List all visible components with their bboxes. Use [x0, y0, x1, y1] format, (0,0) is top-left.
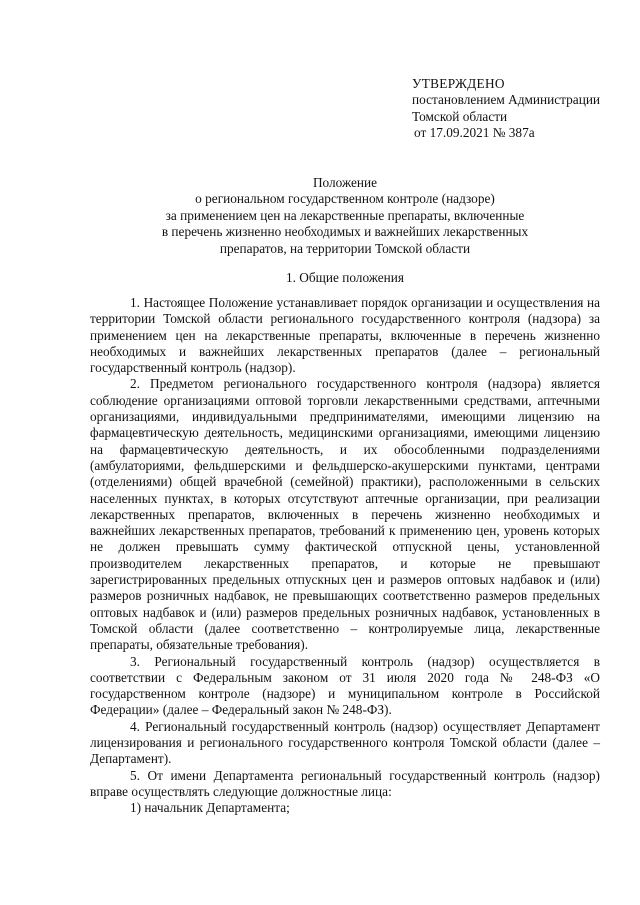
document-title: [90, 175, 600, 257]
approval-heading: УТВЕРЖДЕНО: [412, 76, 505, 91]
approval-region: Томской области: [412, 108, 508, 124]
paragraph-3: 3. Региональный государственный контроль (надзор) осуществляется в соответствии с Федеральным законом от 31 июля 2020 года № 248-ФЗ «О государственном контроле (надзоре) и муниципальном контроле в Российской Федерации» (далее – Федеральный закон № 248-ФЗ).: [90, 653, 600, 718]
section-heading: 1. Общие положения: [285, 270, 405, 285]
approval-date-number: от 17.09.2021 № 387а: [414, 124, 535, 140]
title-line-1: Положение: [312, 175, 378, 190]
approval-stamp: [412, 76, 600, 141]
title-line-2: о региональном государственном контроле (надзоре): [195, 191, 495, 207]
paragraph-5: 5. От имени Департамента региональный государственный контроль (надзор) вправе осуществлять следующие должностные лица:: [90, 767, 600, 799]
document-body: [90, 295, 600, 817]
paragraph-4: 4. Региональный государственный контроль (надзор) осуществляет Департамент лицензирования и регионального государственного контроля Томской области (далее – Департамент).: [90, 718, 600, 767]
title-line-4: в перечень жизненно необходимых и важнейших лекарственных: [161, 224, 529, 240]
paragraph-2: 2. Предметом регионального государственного контроля (надзора) является соблюдение организациями оптовой торговли лекарственными средствами, аптечными организациями, индивидуальными предпринимателями, имеющими лицензию на фармацевтическую деятельность, медицинскими организациями, имеющими лицензию на фармацевтическую деятельность, и их обособленными подразделениями (амбулаториями, фельдшерскими и фельдшерско-акушерскими пунктами, центрами (отделениями) общей врачебной (семейной) практики), расположенными в сельских населенных пунктах, в которых отсутствуют аптечные организации, при реализации лекарственных препаратов, включенных в перечень жизненно необходимых и важнейших лекарственных препаратов, требований к применению цен, уровень которых не должен превышать сумму фактической отпускной цены, установленной производителем лекарственных препаратов, и которые не превышают зарегистрированных предельных отпускных цен и размеров оптовых надбавок и (или) размеров розничных надбавок, не превышающих соответственно размеров предельных оптовых надбавок и (или) размеров предельных розничных надбавок, установленных в Томской области (далее соответственно – контролируемые лица, лекарственные препараты, обязательные требования).: [90, 376, 600, 653]
title-line-3: за применением цен на лекарственные препараты, включенные: [165, 207, 525, 223]
paragraph-1: 1. Настоящее Положение устанавливает порядок организации и осуществления на территории Томской области регионального государственного контроля (надзора) за применением цен на лекарственные препараты, включенные в перечень жизненно необходимых и важнейших лекарственных препаратов (далее – региональный государственный контроль (надзор).: [90, 295, 600, 376]
title-line-5: препаратов, на территории Томской области: [219, 240, 471, 256]
approval-issuer: постановлением Администрации: [412, 92, 601, 108]
paragraph-6: 1) начальник Департамента;: [130, 800, 290, 816]
